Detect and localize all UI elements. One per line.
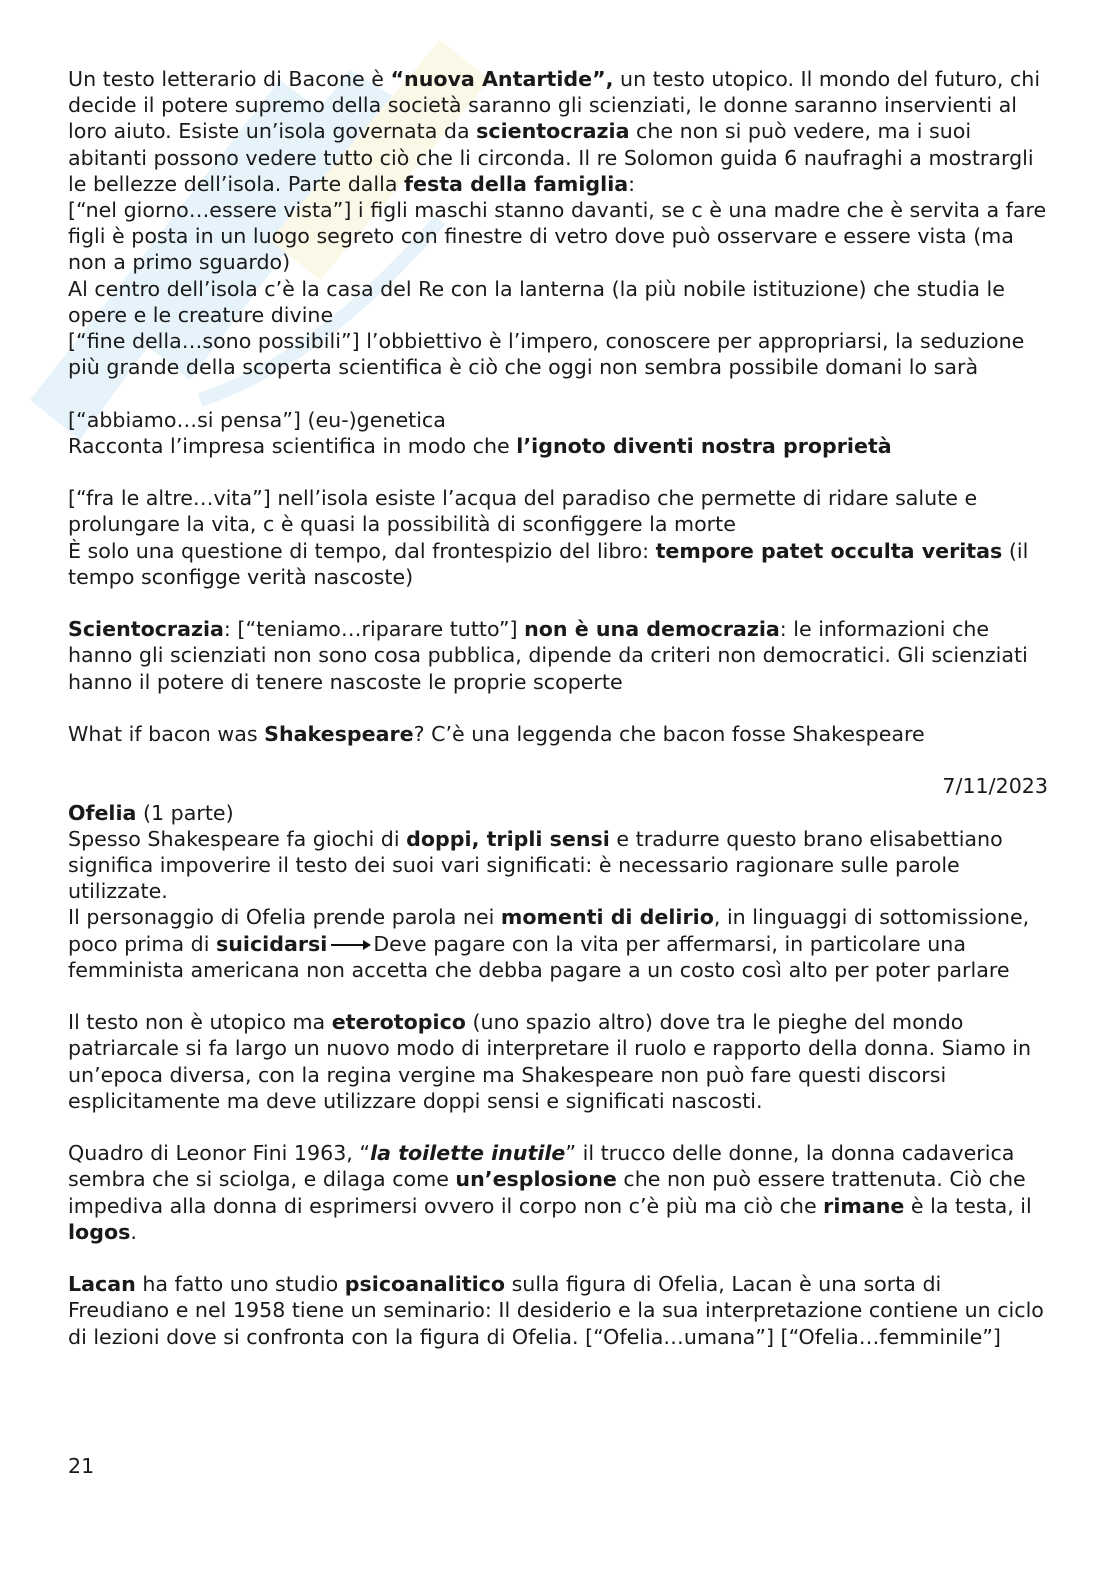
- paragraph: [68, 407, 1048, 433]
- text-span: Quadro di Leonor Fini 1963, “: [68, 1141, 371, 1166]
- bold-text: tempore patet occulta veritas: [655, 538, 1003, 563]
- bold-text: Shakespeare: [264, 722, 414, 747]
- paragraph: [68, 433, 1048, 459]
- text-span: : [“teniamo…riparare tutto”]: [223, 617, 525, 642]
- paragraph: [68, 485, 1048, 537]
- bold-text: momenti di delirio: [500, 905, 714, 930]
- text-span: ? C’è una leggenda che bacon fosse Shakespeare: [413, 722, 925, 747]
- text-span: Un testo letterario di Bacone è: [68, 67, 391, 91]
- bold-text: rimane: [823, 1193, 905, 1218]
- text-span: ha fatto uno studio: [135, 1272, 345, 1297]
- text-span: un testo utopico. Il mondo del futuro, chi decide il potere supremo della società saranno gli scienziati, le donne saranno inservienti al loro aiuto. Esiste un’isola governata da: [68, 67, 1041, 144]
- text-span: È solo una questione di tempo, dal frontespizio del libro:: [68, 538, 656, 563]
- text-span: sulla figura di Ofelia, Lacan è una sorta di Freudiano e nel 1958 tiene un seminario: Il desiderio e la sua interpretazione contiene un ciclo di lezioni dove si confronta con la figura di Ofelia. [“Ofelia…umana”] [“Ofelia…femminile”]: [68, 1272, 1044, 1349]
- text-span: Al centro dell’isola c’è la casa del Re con la lanterna (la più nobile istituzione) che studia le opere e le creature divine: [68, 276, 1005, 327]
- document-body: [68, 66, 1048, 1350]
- paragraph-gap: [68, 590, 1048, 616]
- text-span: [“fine della…sono possibili”] l’obbiettivo è l’impero, conoscere per appropriarsi, la seduzione più grande della scoperta scientifica è ciò che oggi non sembra possibile domani lo sarà: [68, 329, 1025, 380]
- paragraph: [68, 826, 1048, 905]
- text-span: e tradurre questo brano elisabettiano significa impoverire il testo dei suoi vari significati: è necessario ragionare sulle parole utilizzate.: [68, 826, 1003, 904]
- bold-text: logos: [68, 1219, 131, 1244]
- paragraph: [68, 328, 1048, 380]
- text-span: [“nel giorno…essere vista”] i figli maschi stanno davanti, se c è una madre che è servita a fare figli è posta in un luogo segreto con finestre di vetro dove può osservare e essere vista (ma non a primo sguardo): [68, 198, 1047, 275]
- bold-text: psicoanalitico: [344, 1272, 506, 1297]
- text-span: (1 parte): [136, 800, 234, 825]
- paragraph-gap: [68, 380, 1048, 406]
- bold-text: la toilette inutile: [370, 1141, 566, 1166]
- text-span: .: [130, 1219, 137, 1244]
- text-span: [“abbiamo…si pensa”] (eu-)genetica: [68, 407, 446, 432]
- text-span: (il tempo sconfigge verità nascoste): [68, 538, 1029, 589]
- paragraph: [68, 800, 1048, 826]
- date-stamp: [68, 773, 1048, 799]
- text-span: 7/11/2023: [942, 774, 1048, 799]
- paragraph: [68, 1140, 1048, 1245]
- bold-text: l’ignoto diventi nostra proprietà: [516, 433, 892, 458]
- arrow-right-icon: [327, 931, 373, 957]
- text-span: Il testo non è utopico ma: [68, 1010, 332, 1035]
- page-number: 21: [68, 1454, 95, 1478]
- text-span: Il personaggio di Ofelia prende parola nei: [68, 905, 501, 930]
- bold-text: eterotopico: [331, 1010, 466, 1035]
- text-span: ” il trucco delle donne, la donna cadaverica sembra che si sciolga, e dilaga come: [68, 1141, 1015, 1192]
- text-span: Spesso Shakespeare fa giochi di: [68, 826, 407, 851]
- bold-text: non è una democrazia: [524, 617, 780, 642]
- bold-text: festa della famiglia: [404, 171, 629, 196]
- paragraph: [68, 197, 1048, 276]
- paragraph-gap: [68, 695, 1048, 721]
- bold-text: scientocrazia: [476, 119, 630, 144]
- text-span: è la testa, il: [904, 1193, 1032, 1218]
- bold-text: un’esplosione: [455, 1167, 617, 1192]
- text-span: Racconta l’impresa scientifica in modo che: [68, 433, 517, 458]
- text-span: [“fra le altre…vita”] nell’isola esiste l’acqua del paradiso che permette di ridare salute e prolungare la vita, c è quasi la possibilità di sconfiggere la morte: [68, 486, 978, 537]
- paragraph-gap: [68, 983, 1048, 1009]
- text-span: (uno spazio altro) dove tra le pieghe del mondo patriarcale si fa largo un nuovo modo di interpretare il ruolo e rapporto della donna. Siamo in un’epoca diversa, con la regina vergine ma Shakespeare non può fare questi discorsi esplicitamente ma deve utilizzare doppi sensi e significati nascosti.: [68, 1010, 1032, 1113]
- text-span: Deve pagare con la vita per affermarsi, in particolare una femminista americana non accetta che debba pagare a un costo così alto per poter parlare: [68, 931, 1010, 982]
- paragraph: [68, 721, 1048, 747]
- text-span: che non si può vedere, ma i suoi abitanti possono vedere tutto ciò che li circonda. Il re Solomon guida 6 naufraghi a mostrargli le bellezze dell’isola. Parte dalla: [68, 119, 1034, 196]
- paragraph: [68, 1009, 1048, 1114]
- paragraph: [68, 538, 1048, 590]
- bold-text: suicidarsi: [215, 931, 328, 956]
- paragraph-gap: [68, 747, 1048, 773]
- bold-text: Scientocrazia: [68, 617, 224, 642]
- text-span: :: [628, 171, 636, 196]
- paragraph-gap: [68, 1245, 1048, 1271]
- bold-text: doppi, tripli sensi: [406, 826, 610, 851]
- text-span: , in linguaggi di sottomissione, poco prima di: [68, 905, 1030, 956]
- bold-text: Lacan: [68, 1272, 136, 1297]
- paragraph: [68, 904, 1048, 983]
- paragraph: [68, 616, 1048, 695]
- bold-text: Ofelia: [68, 800, 137, 825]
- paragraph: [68, 1271, 1048, 1350]
- text-span: What if bacon was: [68, 722, 265, 747]
- paragraph: [68, 66, 1048, 197]
- paragraph: [68, 276, 1048, 328]
- text-span: che non può essere trattenuta. Ciò che impediva alla donna di esprimersi ovvero il corpo non c’è più ma ciò che: [68, 1167, 1026, 1218]
- bold-text: “nuova Antartide”,: [390, 67, 614, 91]
- paragraph-gap: [68, 459, 1048, 485]
- text-span: : le informazioni che hanno gli scienziati non sono cosa pubblica, dipende da criteri non democratici. Gli scienziati hanno il potere di tenere nascoste le proprie scoperte: [68, 617, 1028, 694]
- paragraph-gap: [68, 1114, 1048, 1140]
